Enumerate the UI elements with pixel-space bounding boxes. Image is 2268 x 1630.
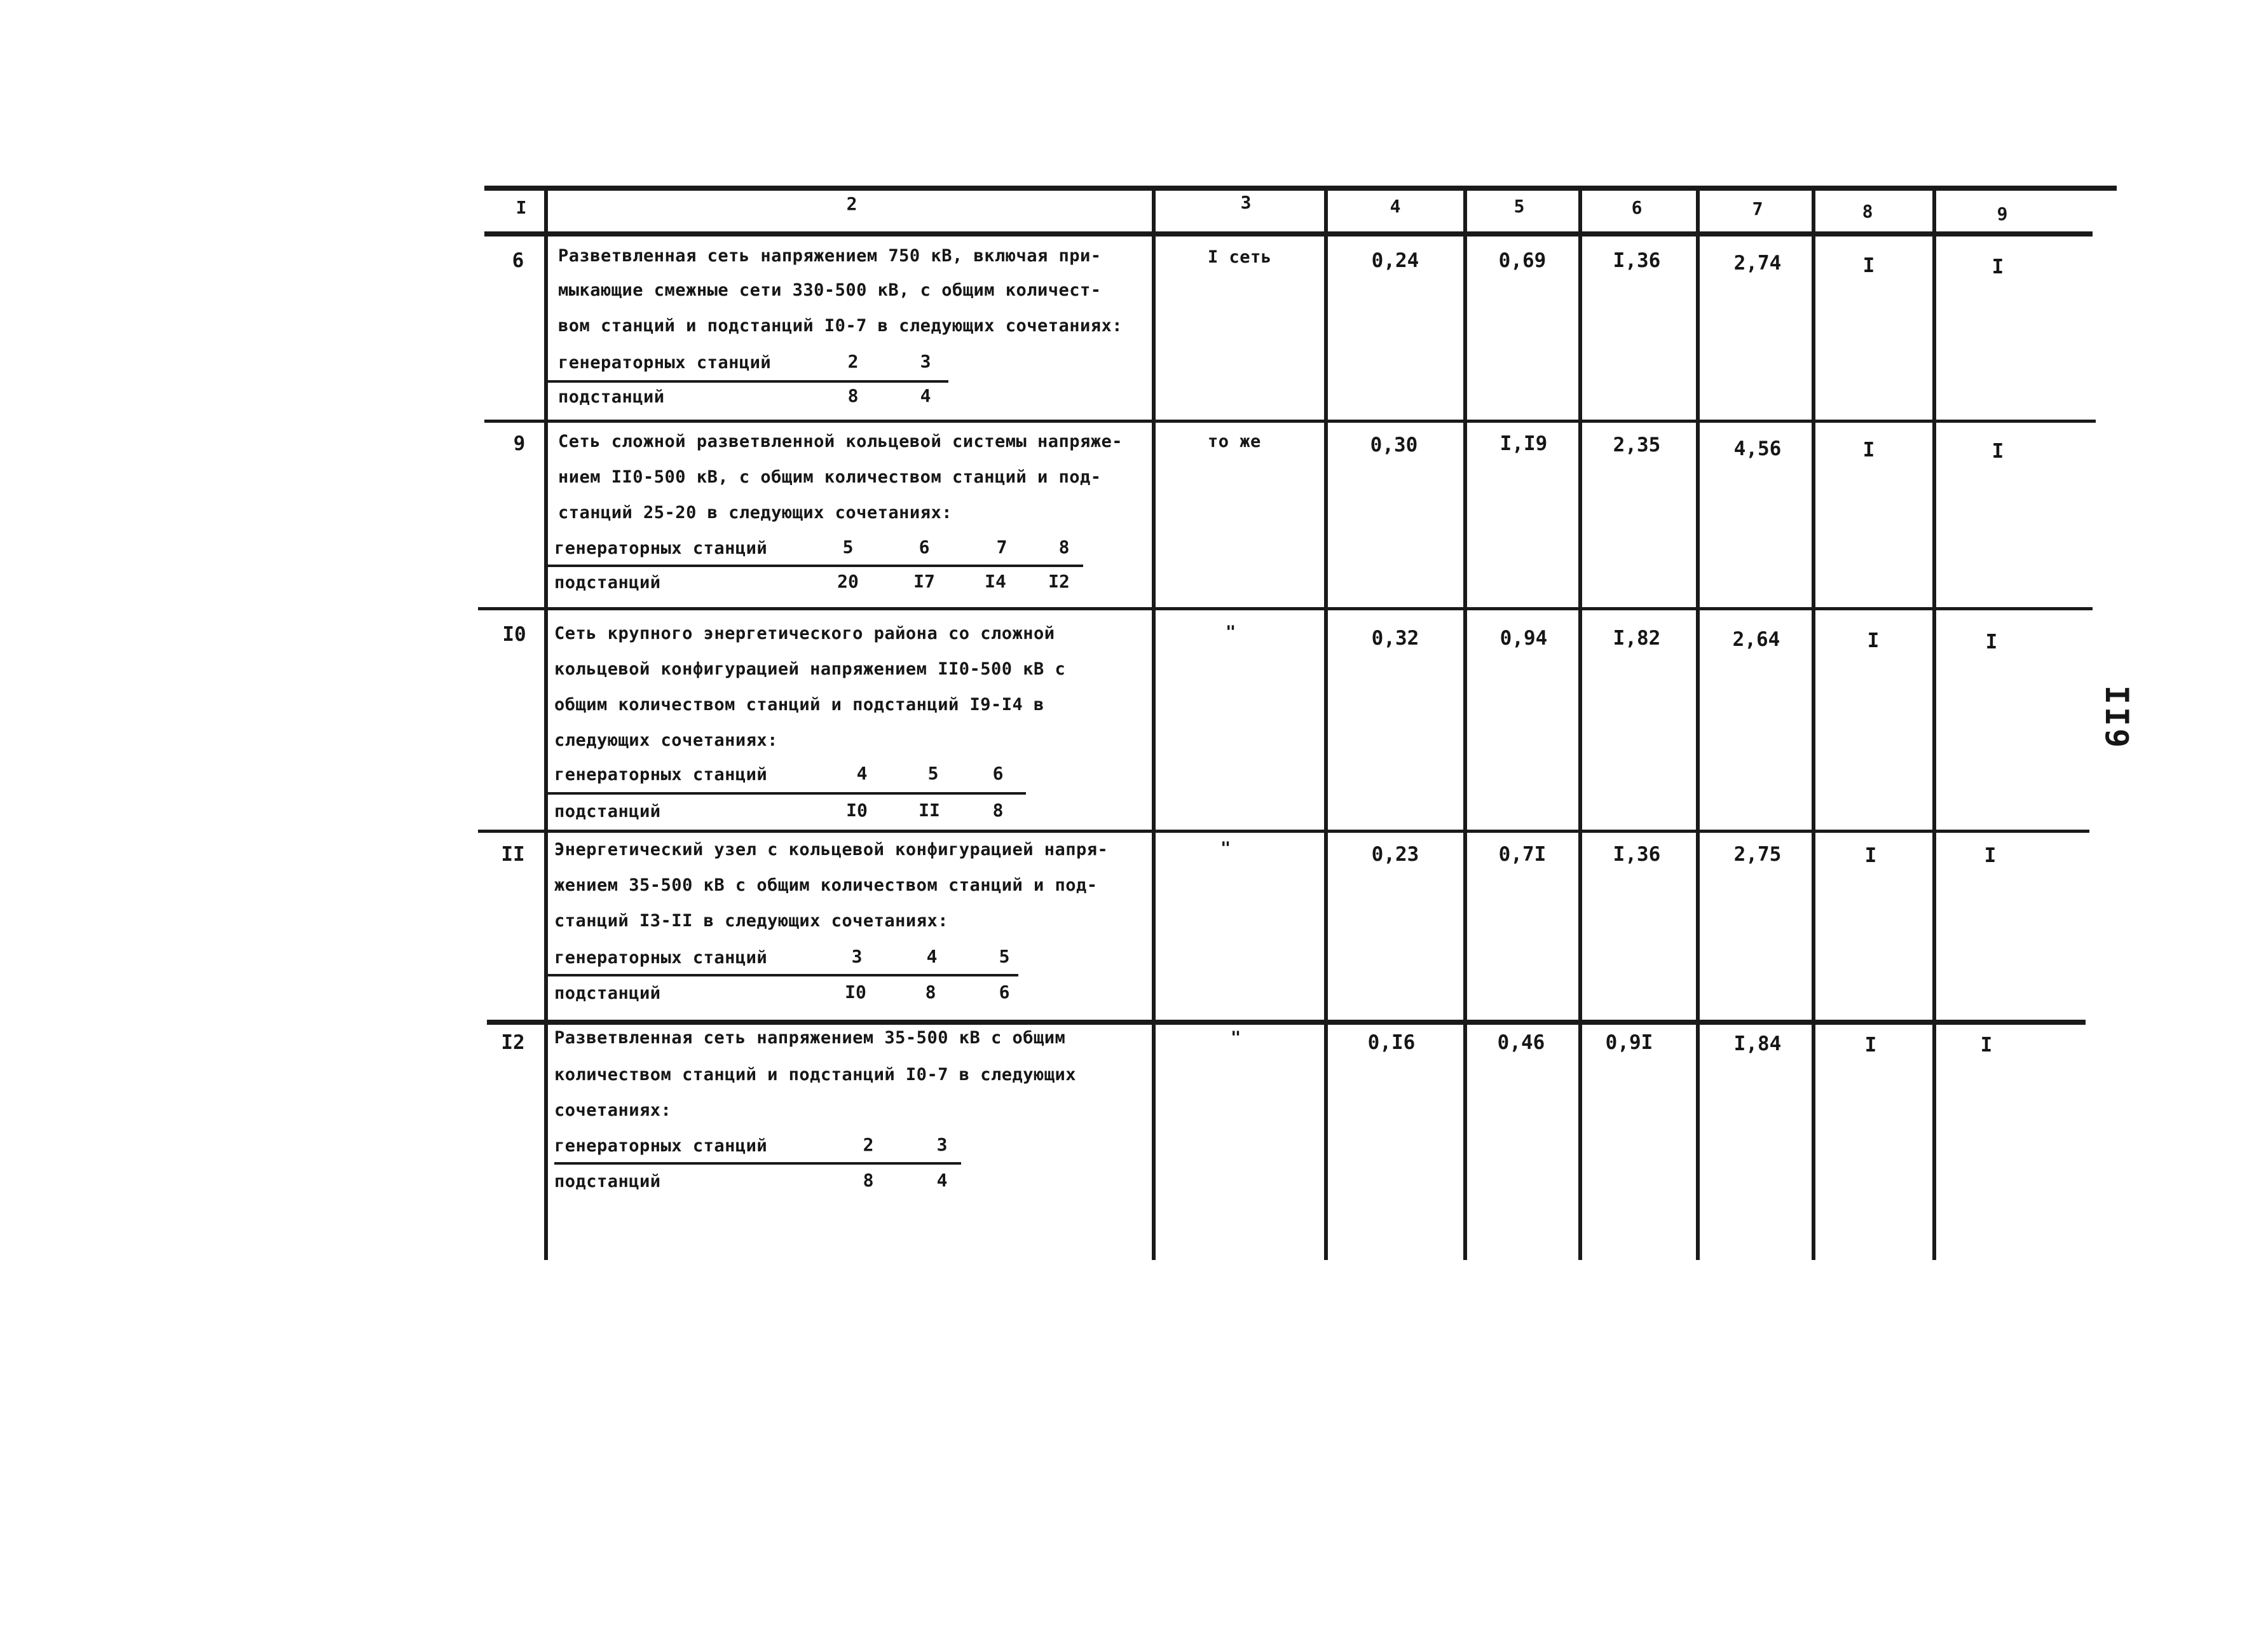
combination-label: генераторных станций [554, 948, 768, 968]
column-9-value: I [1991, 440, 2004, 463]
column-7-value: I,84 [1733, 1032, 1782, 1055]
column-rule [1152, 186, 1156, 1260]
column-header: 4 [1390, 196, 1401, 217]
column-3-value: I сеть [1208, 247, 1272, 267]
combination-rule [545, 974, 1018, 976]
column-6-value: I,36 [1613, 249, 1661, 272]
column-header: 5 [1513, 196, 1525, 217]
combination-value: II [919, 800, 940, 821]
column-8-value: I [1862, 439, 1875, 462]
column-8-value: I [1867, 629, 1880, 652]
column-9-value: I [1980, 1034, 1993, 1057]
row-rule [478, 830, 2089, 833]
description-line: Разветвленная сеть напряжением 35-500 кВ с общим [554, 1028, 1066, 1048]
column-7-value: 4,56 [1733, 437, 1782, 460]
combination-rule [548, 565, 1083, 567]
column-3-value: " [1220, 839, 1231, 858]
combination-value: 5 [842, 537, 854, 558]
description-line: станций I3-II в следующих сочетаниях: [554, 911, 948, 931]
description-line: кольцевой конфигурацией напряжением II0-500 кВ с [554, 659, 1066, 679]
combination-value: 4 [926, 946, 938, 967]
header-bottom-rule [484, 231, 2093, 236]
column-4-value: 0,23 [1371, 843, 1419, 866]
column-header: 2 [846, 193, 857, 214]
description-line: следующих сочетаниях: [554, 730, 778, 750]
combination-value: 3 [851, 946, 863, 967]
combination-rule [554, 1162, 961, 1165]
column-6-value: I,36 [1613, 843, 1661, 866]
combination-label: подстанций [554, 573, 661, 592]
description-line: общим количеством станций и подстанций I9-I4 в [554, 695, 1044, 715]
description-line: Энергетический узел с кольцевой конфигурацией напря- [554, 840, 1109, 860]
combination-value: 8 [863, 1170, 874, 1191]
combination-value: 8 [847, 385, 859, 406]
combination-label: генераторных станций [554, 538, 768, 558]
row-rule [484, 420, 2096, 423]
combination-value: 8 [1058, 537, 1070, 558]
combination-rule [547, 792, 1026, 795]
description-line: станций 25-20 в следующих сочетаниях: [558, 503, 952, 523]
column-8-value: I [1864, 844, 1877, 867]
row-number: 9 [513, 432, 526, 455]
column-rule [1696, 186, 1700, 1260]
column-rule [1463, 186, 1467, 1260]
column-5-value: 0,7I [1498, 843, 1547, 866]
description-line: Сеть сложной разветвленной кольцевой системы напряже- [558, 432, 1123, 451]
column-header: 9 [1997, 203, 2008, 224]
row-number: 6 [512, 249, 524, 272]
combination-rule [548, 380, 948, 383]
description-line: Сеть крупного энергетического района со сложной [554, 624, 1055, 643]
column-header: 6 [1631, 197, 1643, 218]
column-5-value: 0,94 [1499, 627, 1548, 650]
description-line: нием II0-500 кВ, с общим количеством станций и под- [558, 467, 1102, 487]
column-header: 7 [1752, 198, 1763, 219]
column-4-value: 0,24 [1371, 249, 1419, 272]
description-line: Разветвленная сеть напряжением 750 кВ, включая при- [558, 246, 1102, 266]
combination-value: 20 [837, 571, 859, 592]
page-number: II9 [2098, 685, 2135, 751]
combination-label: подстанций [554, 802, 661, 821]
combination-label: генераторных станций [558, 353, 772, 373]
column-5-value: 0,69 [1498, 249, 1547, 272]
combination-value: I7 [913, 571, 935, 592]
combination-value: 4 [936, 1170, 948, 1191]
column-rule [544, 186, 548, 1260]
description-line: сочетаниях: [554, 1100, 672, 1120]
column-6-value: 0,9I [1605, 1031, 1653, 1054]
column-5-value: I,I9 [1499, 432, 1548, 455]
description-line: количеством станций и подстанций I0-7 в следующих [554, 1065, 1077, 1085]
combination-value: I0 [845, 982, 866, 1003]
combination-value: I0 [846, 800, 868, 821]
combination-value: 8 [992, 800, 1004, 821]
combination-value: 2 [847, 351, 859, 372]
column-rule [1812, 186, 1815, 1260]
description-line: мыкающие смежные сети 330-500 кВ, с общим количест- [558, 280, 1102, 300]
column-6-value: 2,35 [1613, 434, 1661, 456]
column-rule [1578, 186, 1582, 1260]
row-number: I0 [502, 623, 526, 646]
combination-label: подстанций [554, 983, 661, 1003]
combination-label: подстанций [554, 1172, 661, 1191]
combination-value: 6 [992, 763, 1004, 784]
combination-value: 5 [999, 946, 1010, 967]
combination-value: 3 [920, 351, 931, 372]
row-number: II [501, 843, 525, 866]
column-3-value: " [1226, 622, 1236, 642]
combination-value: 6 [919, 537, 930, 558]
column-3-value: то же [1208, 432, 1261, 451]
column-4-value: 0,32 [1371, 627, 1419, 650]
combination-label: генераторных станций [554, 1136, 768, 1156]
combination-label: подстанций [558, 387, 665, 407]
combination-label: генераторных станций [554, 765, 768, 784]
row-number: I2 [501, 1031, 525, 1054]
column-7-value: 2,74 [1733, 252, 1782, 275]
column-8-value: I [1862, 254, 1875, 277]
combination-value: 4 [920, 385, 931, 406]
column-header: I [516, 197, 527, 218]
column-7-value: 2,75 [1733, 843, 1782, 866]
row-rule [478, 607, 2093, 610]
description-line: вом станций и подстанций I0-7 в следующих сочетаниях: [558, 316, 1123, 336]
column-4-value: 0,30 [1370, 434, 1418, 456]
column-6-value: I,82 [1613, 627, 1661, 650]
column-header: 3 [1240, 192, 1252, 213]
table-top-rule [484, 186, 2117, 191]
column-5-value: 0,46 [1497, 1031, 1545, 1054]
column-8-value: I [1864, 1034, 1877, 1057]
combination-value: 7 [996, 537, 1008, 558]
column-3-value: " [1231, 1028, 1241, 1048]
column-9-value: I [1984, 844, 1997, 867]
column-rule [1932, 186, 1936, 1260]
column-rule [1324, 186, 1328, 1260]
combination-value: 5 [927, 763, 939, 784]
combination-value: 8 [925, 982, 936, 1003]
column-9-value: I [1991, 256, 2004, 278]
column-4-value: 0,I6 [1367, 1031, 1416, 1054]
combination-value: 2 [863, 1134, 874, 1155]
combination-value: 4 [856, 763, 868, 784]
column-9-value: I [1985, 631, 1998, 654]
combination-value: I4 [985, 571, 1006, 592]
row-rule [487, 1020, 2086, 1025]
combination-value: 6 [999, 982, 1010, 1003]
combination-value: I2 [1048, 571, 1070, 592]
column-7-value: 2,64 [1732, 628, 1780, 651]
description-line: жением 35-500 кВ с общим количеством станций и под- [554, 875, 1098, 895]
column-header: 8 [1862, 201, 1873, 222]
combination-value: 3 [936, 1134, 948, 1155]
